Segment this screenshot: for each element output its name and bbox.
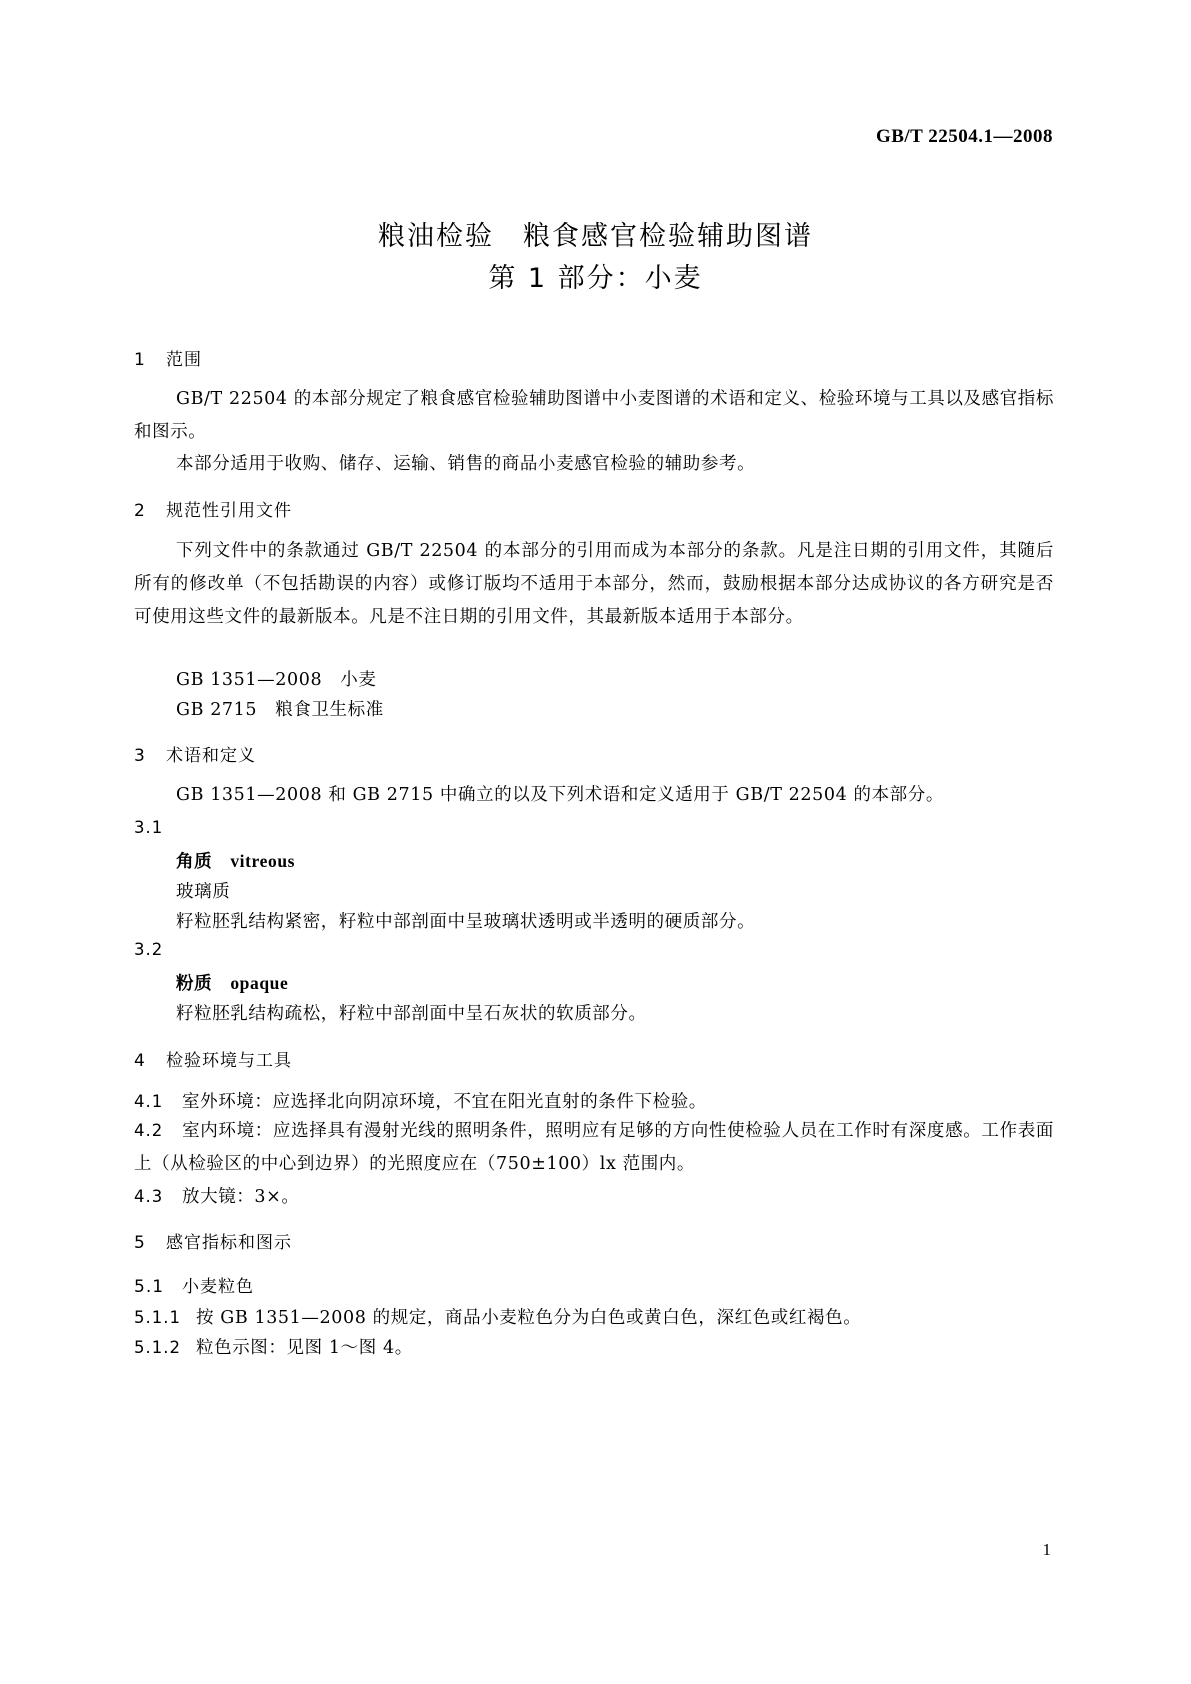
term-entry [176, 970, 288, 995]
term-entry [176, 848, 295, 873]
term-synonym: 玻璃质 [176, 882, 231, 902]
section-number: 1 [134, 350, 146, 370]
clause-text: 按 GB 1351—2008 的规定，商品小麦粒色分为白色或黄白色，深红色或红褐色。 [196, 1308, 862, 1328]
clause-5-1-2 [134, 1334, 413, 1359]
reference-item [176, 696, 384, 721]
clause-5-1-1 [134, 1304, 861, 1329]
section-3-intro: GB 1351—2008 和 GB 2715 中确立的以及下列术语和定义适用于 GB/T 22504 的本部分。 [176, 785, 944, 805]
clause-4-3 [134, 1183, 300, 1208]
clause-4-2 [134, 1114, 1054, 1181]
term-chinese: 角质 [176, 852, 213, 872]
clause-text: 放大镜：3×。 [182, 1187, 300, 1207]
clause-number: 5.1.2 [134, 1338, 181, 1357]
term-number: 3.1 [134, 818, 164, 837]
clause-number: 4.1 [134, 1092, 164, 1111]
section-2-paragraph-1: 下列文件中的条款通过 GB/T 22504 的本部分的引用而成为本部分的条款。凡是注日期的引用文件，其随后所有的修改单（不包括勘误的内容）或修订版均不适用于本部分，然而，鼓励根据本部分达成协议的各方研究是否可使用这些文件的最新版本。凡是不注日期的引用文件，其最新版本适用于本部分。 [134, 541, 1054, 627]
clause-text: 室外环境：应选择北向阴凉环境，不宜在阳光直射的条件下检验。 [182, 1092, 707, 1112]
section-1-paragraph-2: 本部分适用于收购、储存、运输、销售的商品小麦感官检验的辅助参考。 [176, 454, 756, 474]
clause-number: 5.1.1 [134, 1308, 181, 1327]
section-title: 术语和定义 [166, 746, 256, 766]
section-title: 检验环境与工具 [166, 1051, 292, 1071]
reference-code: GB 1351—2008 [176, 670, 323, 690]
section-title: 感官指标和图示 [166, 1233, 292, 1253]
term-number: 3.2 [134, 940, 164, 959]
clause-text: 室内环境：应选择具有漫射光线的照明条件，照明应有足够的方向性使检验人员在工作时有深度感。工作表面上（从检验区的中心到边界）的光照度应在（750±100）lx 范围内。 [134, 1121, 1054, 1174]
clause-number: 4.3 [134, 1187, 164, 1206]
clause-4-1 [134, 1088, 707, 1113]
section-number: 3 [134, 746, 146, 766]
section-number: 5 [134, 1233, 146, 1253]
reference-name: 小麦 [340, 670, 377, 690]
subsection-5-1-heading [134, 1272, 254, 1297]
term-chinese: 粉质 [176, 974, 213, 994]
section-number: 2 [134, 501, 146, 521]
term-definition: 籽粒胚乳结构疏松，籽粒中部剖面中呈石灰状的软质部分。 [176, 1004, 647, 1024]
document-subtitle: 第 1 部分：小麦 [488, 263, 703, 294]
term-english: vitreous [230, 851, 296, 871]
section-5-heading [134, 1228, 292, 1253]
section-3-heading [134, 741, 256, 766]
page-number: 1 [1042, 1540, 1051, 1559]
section-title: 规范性引用文件 [166, 501, 292, 521]
section-4-heading [134, 1046, 292, 1071]
clause-number: 4.2 [134, 1121, 164, 1140]
subsection-number: 5.1 [134, 1277, 165, 1297]
reference-name: 粮食卫生标准 [275, 700, 384, 720]
standard-number: GB/T 22504.1—2008 [875, 126, 1053, 147]
section-1-paragraph-1: GB/T 22504 的本部分规定了粮食感官检验辅助图谱中小麦图谱的术语和定义、检验环境与工具以及感官指标和图示。 [134, 389, 1054, 442]
section-number: 4 [134, 1051, 146, 1071]
reference-item [176, 666, 377, 691]
reference-code: GB 2715 [176, 700, 258, 720]
section-1-heading [134, 345, 202, 370]
section-2-heading [134, 496, 292, 521]
subsection-title: 小麦粒色 [182, 1277, 254, 1297]
term-english: opaque [230, 973, 289, 993]
section-title: 范围 [166, 350, 202, 370]
document-title: 粮油检验 粮食感官检验辅助图谱 [378, 221, 813, 252]
term-definition: 籽粒胚乳结构紧密，籽粒中部剖面中呈玻璃状透明或半透明的硬质部分。 [176, 912, 756, 932]
clause-text: 粒色示图：见图 1～图 4。 [196, 1338, 413, 1358]
